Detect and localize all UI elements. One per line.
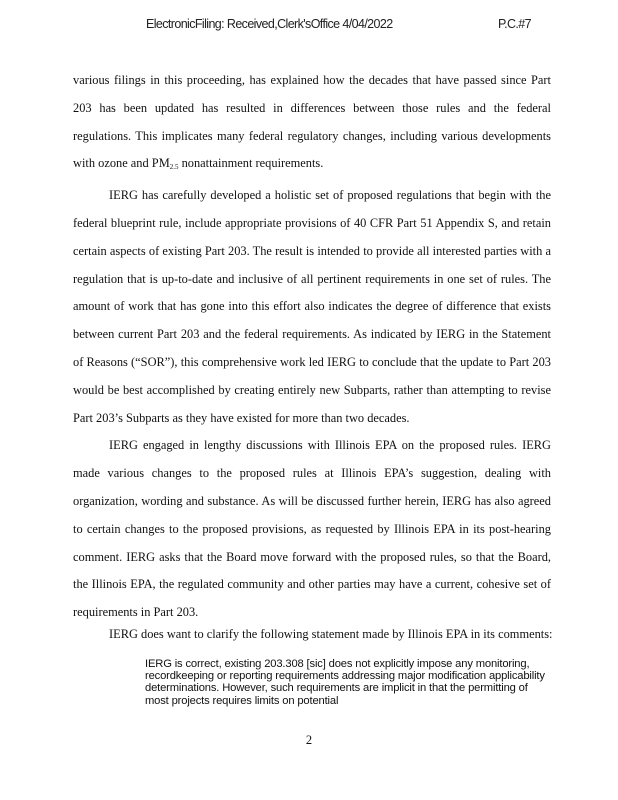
paragraph-4: IERG does want to clarify the following statement made by Illinois EPA in its comments: bbox=[109, 627, 553, 641]
paragraph-1: various filings in this proceeding, has explained how the decades that have passed since Part 203 has been updated has resulted in differences between those rules and the federal regulations. This implicates many federal regulatory changes, including various developments with ozone and $PM_{2.5}$ nonattainment requirements. bbox=[73, 73, 551, 172]
paragraph-2: IERG has carefully developed a holistic set of proposed regulations that begin with the federal blueprint rule, include appropriate provisions of 40 CFR Part 51 Appendix S, and retain certain aspects of existing Part 203. The result is intended to provide all interested parties with a regulation that is up-to-date and inclusive of all pertinent requirements in one set of rules. The amount of work that has gone into this effort also indicates the degree of difference that exists between current Part 203 and the federal requirements. As indicated by IERG in the Statement of Reasons (“SOR”), this comprehensive work led IERG to conclude that the update to Part 203 would be best accomplished by creating entirely new Subparts, rather than attempting to revise Part 203’s Subparts as they have existed for more than two decades. bbox=[73, 188, 551, 425]
block-quote: IERG is correct, existing 203.308 [sic] does not explicitly impose any monitoring, recordkeeping or reporting requirements addressing major modification applicability determinations. However, such requirements are implicit in that the permitting of most projects requires limits on potential bbox=[145, 658, 545, 707]
filing-header bbox=[0, 17, 618, 37]
document-body bbox=[73, 67, 551, 627]
page-number: 2 bbox=[305, 733, 313, 747]
pc-number: P.C.#7 bbox=[498, 17, 532, 31]
filing-status-stamp: ElectronicFiling: Received,Clerk'sOffice 4/04/2022 bbox=[146, 17, 393, 31]
paragraph-3: IERG engaged in lengthy discussions with Illinois EPA on the proposed rules. IERG made various changes to the proposed rules at Illinois EPA’s suggestion, dealing with organization, wording and substance. As will be discussed further herein, IERG has also agreed to certain changes to the proposed provisions, as requested by Illinois EPA in its post-hearing comment. IERG asks that the Board move forward with the proposed rules, so that the Board, the Illinois EPA, the regulated community and other parties may have a current, cohesive set of requirements in Part 203. bbox=[73, 438, 551, 620]
pm-subscript: 2.5 bbox=[169, 163, 179, 172]
